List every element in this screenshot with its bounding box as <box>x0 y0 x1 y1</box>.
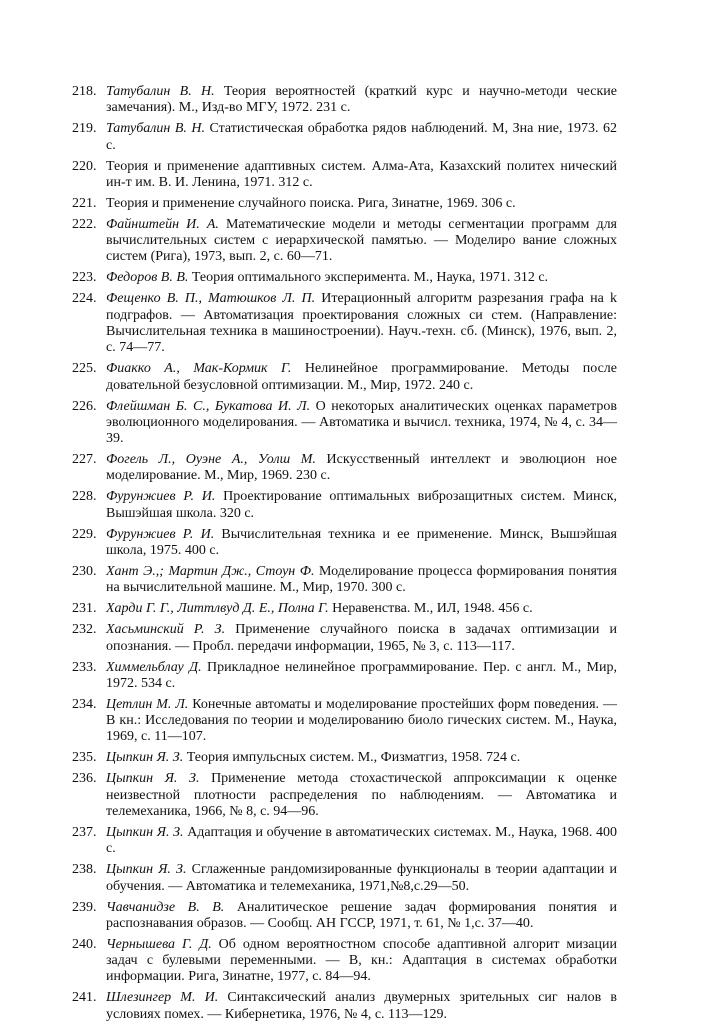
reference-text <box>106 399 617 448</box>
reference-authors: Чернышева Г. Д. <box>106 936 212 952</box>
reference-entry <box>72 937 617 986</box>
reference-title: Теория оптимального эксперимента. М., Наука, 1971. 312 с. <box>188 270 549 286</box>
reference-entry <box>72 564 617 597</box>
reference-entry <box>72 862 617 895</box>
reference-title: О некоторых аналитических оценках параметров эволюционного моделирования. — Автоматика и вычисл. техника, 1974, № 4, с. 34—39. <box>106 398 617 447</box>
reference-entry <box>72 489 617 522</box>
reference-text <box>106 527 617 560</box>
reference-authors: Чавчанидзе В. В. <box>106 899 225 915</box>
reference-text <box>106 990 617 1023</box>
reference-text <box>106 862 617 895</box>
reference-number: 234. <box>72 696 97 712</box>
reference-entry <box>72 291 617 356</box>
reference-number: 236. <box>72 771 97 787</box>
reference-title: Аналитическое решение задач формирования понятия и распознавания образов. — Сообщ. АН ГССР, 1971, т. 61, № 1,с. 37—40. <box>106 899 617 931</box>
reference-title: Теория вероятностей (краткий курс и научно-методи ческие замечания). М., Изд-во МГУ, 1972. 231 с. <box>106 84 618 116</box>
reference-text <box>106 900 617 933</box>
reference-title: Сглаженные рандомизированные функционалы в теории адаптации и обучения. — Автоматика и телемеханика, 1971,№8,с.29—50. <box>106 862 617 894</box>
reference-title: Применение случайного поиска в задачах оптимизации и опознания. — Пробл. передачи информации, 1965, № 3, с. 113—117. <box>106 622 617 654</box>
reference-authors: Фурунжиев Р. И. <box>106 489 216 505</box>
reference-text <box>106 489 617 522</box>
reference-list <box>72 84 617 1028</box>
reference-title: Статистическая обработка рядов наблюдений. М, Зна ние, 1973. 62 с. <box>106 121 617 153</box>
reference-text <box>106 937 617 986</box>
reference-title: Теория и применение адаптивных систем. Алма-Ата, Казахский политех нический ин-т им. В. И. Ленина, 1971. 312 с. <box>106 158 617 190</box>
reference-entry <box>72 452 617 485</box>
reference-entry <box>72 601 617 617</box>
reference-number: 232. <box>72 622 97 638</box>
reference-number: 218. <box>72 84 97 99</box>
reference-text <box>106 452 617 485</box>
reference-authors: Харди Г. Г., Литтлвуд Д. Е., Полна Г. <box>106 601 329 617</box>
reference-title: Проектирование оптимальных виброзащитных систем. Минск, Вышэйшая школа. 320 с. <box>106 489 617 521</box>
reference-text <box>106 825 617 858</box>
reference-authors: Фещенко В. П., Матюшков Л. П. <box>106 291 316 307</box>
reference-number: 241. <box>72 990 97 1006</box>
reference-text <box>106 750 617 766</box>
reference-title: Прикладное нелинейное программирование. Пер. с англ. М., Мир, 1972. 534 с. <box>106 659 617 691</box>
reference-number: 221. <box>72 195 97 211</box>
reference-title: Применение метода стохастической аппроксимации к оценке неизвестной плотности распределения по наблюдениям. — Автоматика и телемеханика, 1966, № 8, с. 94—96. <box>106 771 617 819</box>
reference-number: 233. <box>72 659 97 675</box>
reference-entry <box>72 697 617 746</box>
reference-entry <box>72 361 617 394</box>
reference-text <box>106 196 617 212</box>
reference-entry <box>72 622 617 655</box>
reference-text <box>106 601 617 617</box>
reference-number: 238. <box>72 862 97 878</box>
reference-number: 224. <box>72 291 97 307</box>
reference-title: Вычислительная техника и ее применение. Минск, Вышэйшая школа, 1975. 400 с. <box>106 526 617 558</box>
reference-number: 225. <box>72 361 97 377</box>
reference-title: Об одном вероятностном способе адаптивной алгорит мизации задач с булевыми переменными. — В, кн.: Адаптация в системах обработки информации. Рига, Зинатне, 1977, с. 84—94. <box>106 936 618 985</box>
reference-text <box>106 291 617 356</box>
reference-title: Искусственный интеллект и эволюцион ное моделирование. М., Мир, 1969. 230 с. <box>106 452 617 484</box>
reference-authors: Цыпкин Я. З. <box>106 750 184 766</box>
reference-title: Теория и применение случайного поиска. Рига, Зинатне, 1969. 306 с. <box>106 195 516 211</box>
reference-text <box>106 697 617 746</box>
reference-title: Неравенства. М., ИЛ, 1948. 456 с. <box>328 601 533 617</box>
reference-entry <box>72 84 617 117</box>
reference-title: Конечные автоматы и моделирование простейших форм поведения. — В кн.: Исследования по теории и моделированию биоло гических систем. М., Наука, 1969, с. 11—107. <box>106 696 617 745</box>
reference-entry <box>72 399 617 448</box>
reference-entry <box>72 771 617 820</box>
reference-entry <box>72 660 617 693</box>
reference-entry <box>72 900 617 933</box>
reference-number: 231. <box>72 601 97 617</box>
reference-text <box>106 361 617 394</box>
reference-authors: Цетлин М. Л. <box>106 696 189 712</box>
reference-authors: Цыпкин Я. З. <box>106 771 200 787</box>
reference-authors: Шлезингер М. И. <box>106 990 219 1006</box>
reference-text <box>106 660 617 693</box>
reference-authors: Татубалин В. Н. <box>106 84 215 99</box>
reference-text <box>106 622 617 655</box>
reference-entry <box>72 527 617 560</box>
reference-text <box>106 84 617 117</box>
reference-text <box>106 159 617 192</box>
reference-number: 229. <box>72 526 97 542</box>
reference-number: 220. <box>72 158 97 174</box>
reference-number: 237. <box>72 824 97 840</box>
reference-authors: Хант Э.,; Мартин Дж., Стоун Ф. <box>106 563 315 579</box>
reference-entry <box>72 196 617 212</box>
reference-authors: Файнштейн И. А. <box>106 216 219 232</box>
reference-authors: Химмельблау Д. <box>106 659 202 675</box>
reference-title: Теория импульсных систем. М., Физматгиз, 1958. 724 с. <box>183 750 521 766</box>
reference-title: Нелинейное программирование. Методы после довательной безусловной оптимизации. М., Мир, 1972. 240 с. <box>106 361 617 393</box>
reference-title: Моделирование процесса формирования понятия на вычислительной машине. М., Мир, 1970. 300 с. <box>106 563 617 596</box>
reference-entry <box>72 217 617 266</box>
reference-entry <box>72 825 617 858</box>
reference-number: 226. <box>72 398 97 414</box>
reference-entry <box>72 159 617 192</box>
reference-authors: Федоров В. В. <box>106 270 189 286</box>
reference-text <box>106 217 617 266</box>
reference-number: 227. <box>72 452 97 468</box>
reference-authors: Флейшман Б. С., Букатова И. Л. <box>106 398 311 414</box>
reference-authors: Фогель Л., Оуэне А., Уолш М. <box>106 452 316 468</box>
reference-number: 240. <box>72 936 97 952</box>
reference-number: 219. <box>72 121 97 137</box>
reference-entry <box>72 121 617 154</box>
reference-authors: Татубалин В. Н. <box>106 121 205 137</box>
reference-title: Итерационный алгоритм разрезания графа на k подграфов. — Автоматизация проектирования сложных си стем. (Направление: Вычислительная техника в машиностроении). Науч.-техн. сб. (Минск), 1976, вып. 2, с. 74—77. <box>106 291 617 356</box>
reference-number: 230. <box>72 563 97 579</box>
reference-number: 228. <box>72 489 97 505</box>
reference-number: 223. <box>72 270 97 286</box>
reference-authors: Фиакко А., Мак-Кормик Г. <box>106 361 292 377</box>
reference-title: Математические модели и методы сегментации программ для вычислительных систем с иерархической памятью. — Моделиро вание сложных систем (Рига), 1973, вып. 2, с. 60—71. <box>106 216 617 265</box>
reference-entry <box>72 990 617 1023</box>
reference-authors: Цыпкин Я. З. <box>106 862 187 878</box>
reference-entry <box>72 270 617 286</box>
reference-text <box>106 771 617 820</box>
reference-number: 235. <box>72 750 97 766</box>
reference-authors: Хасьминский Р. З. <box>106 622 226 638</box>
reference-authors: Фурунжиев Р. И. <box>106 526 215 542</box>
reference-number: 222. <box>72 216 97 232</box>
reference-title: Адаптация и обучение в автоматических системах. М., Наука, 1968. 400 с. <box>106 824 617 857</box>
reference-authors: Цыпкин Я. З. <box>106 824 184 840</box>
reference-text <box>106 270 617 286</box>
reference-number: 239. <box>72 899 97 915</box>
reference-title: Синтаксический анализ двумерных зрительных сиг налов в условиях помех. — Кибернетика, 1976, № 4, с. 113—129. <box>106 990 617 1022</box>
reference-text <box>106 121 617 154</box>
reference-entry <box>72 750 617 766</box>
reference-text <box>106 564 617 597</box>
